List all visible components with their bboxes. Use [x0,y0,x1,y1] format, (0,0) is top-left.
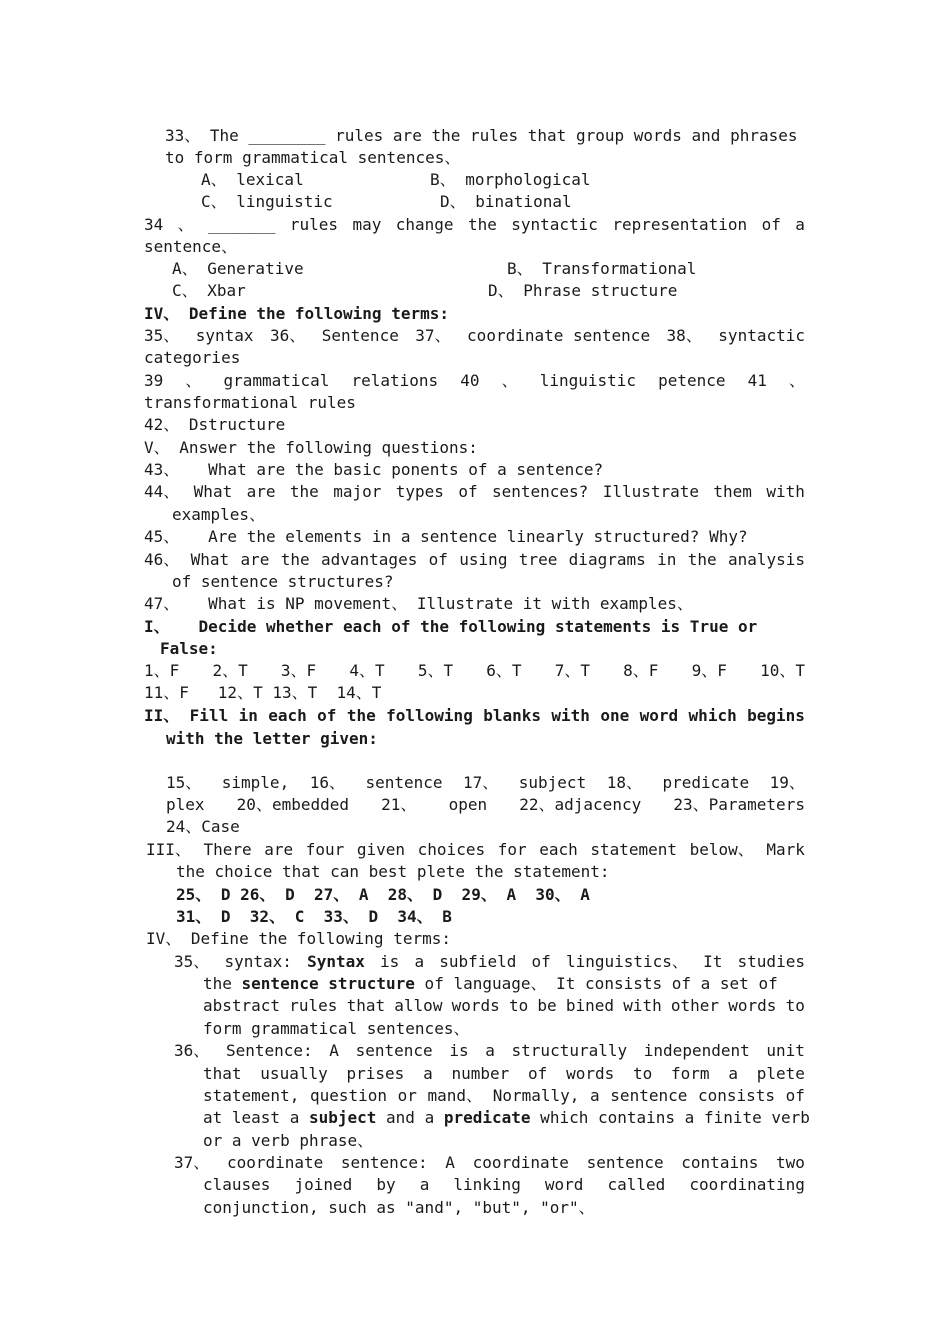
answers-ii-heading: II、 Fill in each of the following blanks with one word which begins [144,706,805,725]
q34-option-b: B、 Transformational [507,259,697,278]
answers-ii-row3: 24、Case [166,817,240,836]
q34-option-d: D、 Phrase structure [488,281,678,300]
question-43: 43、 What are the basic ponents of a sentence? [144,460,604,479]
answers-ii-row1: 15、 simple, 16、 sentence 17、 subject 18、 predicate 19、 [166,773,805,792]
definition-37-line2: clauses joined by a linking word called coordinating [203,1175,805,1194]
q34-option-c: C、 Xbar [172,281,246,300]
answers-i-row2: 11、F 12、T 13、T 14、T [144,683,382,702]
answers-ii-heading-cont: with the letter given: [166,729,378,748]
answers-iv-heading: IV、 Define the following terms: [146,929,451,948]
terms-line3: 42、 Dstructure [144,415,286,434]
definition-36-line4: at least a subject and a predicate which contains a finite verb [203,1108,810,1127]
q33-option-a: A、 lexical [201,170,304,189]
definition-35-line2: the sentence structure of language、 It consists of a set of [203,974,778,993]
question-45: 45、 Are the elements in a sentence linearly structured? Why? [144,527,748,546]
section-v-heading: V、 Answer the following questions: [144,438,478,457]
terms-line2: 39 、 grammatical relations 40 、 linguistic petence 41 、 [144,371,805,390]
question-46: 46、 What are the advantages of using tree diagrams in the analysis [144,550,805,569]
terms-line1b: categories [144,348,241,367]
definition-37-line3: conjunction, such as "and", "but", "or"、 [203,1198,595,1217]
definition-36-line2: that usually prises a number of words to form a plete [203,1064,805,1083]
answers-iii-heading: III、 There are four given choices for each statement below、 Mark [146,840,805,859]
q34-line1: 34 、 _______ rules may change the syntactic representation of a [144,215,805,234]
definition-36-line5: or a verb phrase、 [203,1131,374,1150]
q33-option-c: C、 linguistic [201,192,333,211]
answers-i-row1: 1、F 2、T 3、F 4、T 5、T 6、T 7、T 8、F 9、F 10、T [144,661,805,680]
section-iv-heading: IV、 Define the following terms: [144,304,449,323]
question-46-cont: of sentence structures? [172,572,394,591]
question-44-cont: examples、 [172,505,266,524]
question-47: 47、 What is NP movement、 Illustrate it with examples、 [144,594,693,613]
terms-line1: 35、 syntax 36、 Sentence 37、 coordinate sentence 38、 syntactic [144,326,805,345]
question-44: 44、 What are the major types of sentences? Illustrate them with [144,482,805,501]
definition-35-line4: form grammatical sentences、 [203,1019,470,1038]
q33-line2: to form grammatical sentences、 [165,148,461,167]
answers-iii-heading-cont: the choice that can best plete the statement: [176,862,610,881]
answers-i-heading: I、 Decide whether each of the following statements is True or [144,617,758,636]
q33-line1: 33、 The ________ rules are the rules that group words and phrases [165,126,798,145]
answers-i-heading-cont: False: [160,639,218,658]
q34-option-a: A、 Generative [172,259,304,278]
answers-iii-row1: 25、 D 26、 D 27、 A 28、 D 29、 A 30、 A [176,885,590,904]
q34-line2: sentence、 [144,237,238,256]
definition-36-line3: statement, question or mand、 Normally, a sentence consists of [203,1086,805,1105]
definition-37-line1: 37、 coordinate sentence: A coordinate sentence contains two [174,1153,805,1172]
definition-36-line1: 36、 Sentence: A sentence is a structurally independent unit [174,1041,805,1060]
answers-ii-row2: plex 20、embedded 21、 open 22、adjacency 23、Parameters [166,795,805,814]
answers-iii-row2: 31、 D 32、 C 33、 D 34、 B [176,907,452,926]
definition-35-line3: abstract rules that allow words to be bined with other words to [203,996,805,1015]
q33-option-b: B、 morphological [430,170,591,189]
q33-option-d: D、 binational [440,192,572,211]
terms-line2b: transformational rules [144,393,356,412]
definition-35-line1: 35、 syntax: Syntax is a subfield of linguistics、 It studies [174,952,805,971]
